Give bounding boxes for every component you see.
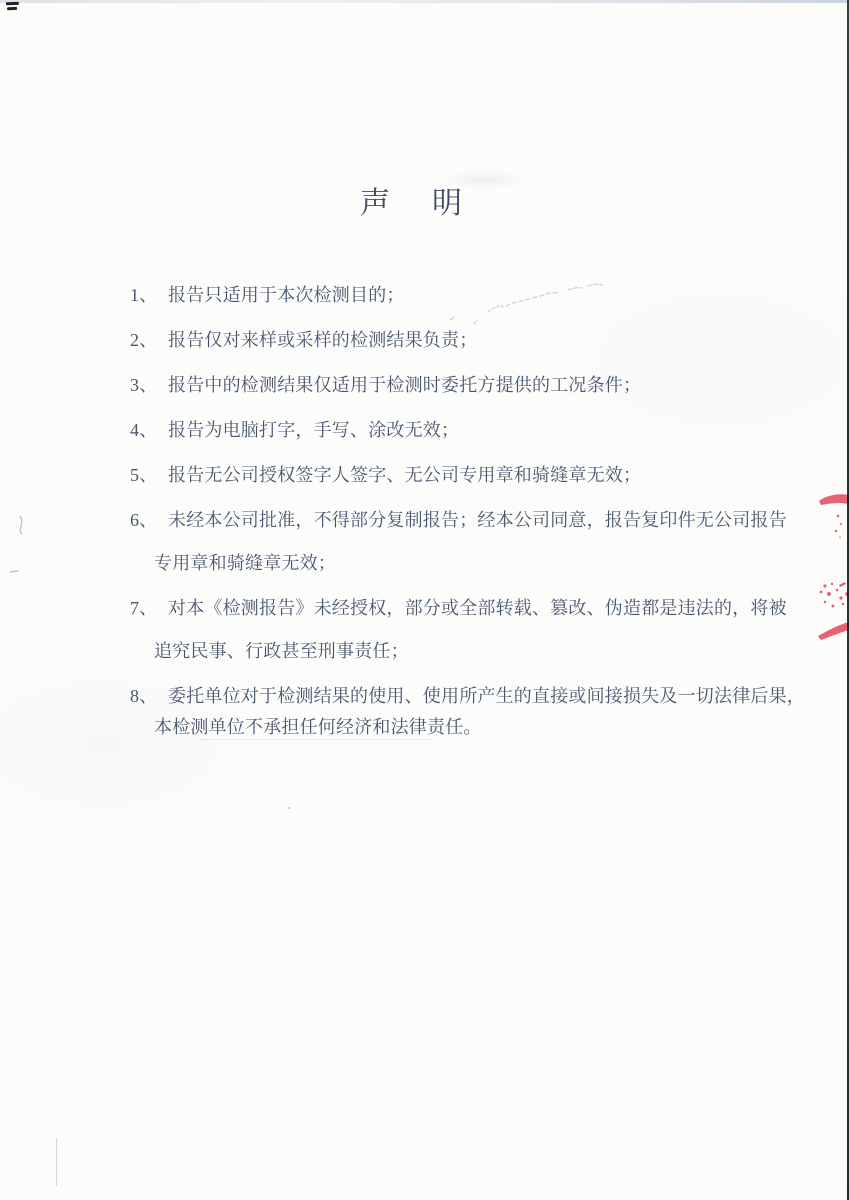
item-number: 3、 [130, 375, 158, 395]
item-line: 专用章和骑缝章无效； [154, 553, 336, 573]
left-edge-marks [6, 508, 36, 588]
corner-dash-mark [6, 2, 22, 13]
red-stamp-fragment [813, 486, 849, 646]
pencil-scribble-ghost [440, 272, 640, 332]
item-line: 本检测单位不承担任何经济和法律责任。 [154, 717, 482, 737]
item-number: 6、 [130, 510, 158, 530]
item-line: 追究民事、行政甚至刑事责任； [154, 641, 409, 661]
list-item [130, 461, 830, 490]
list-item [130, 371, 830, 400]
item-number: 7、 [130, 598, 158, 618]
statement-list [130, 281, 830, 758]
item-number: 1、 [130, 285, 158, 305]
item-number: 2、 [130, 330, 158, 350]
smudge-streak [200, 739, 432, 740]
item-line: 未经本公司批准，不得部分复制报告；经本公司同意，报告复印件无公司报告 [168, 510, 787, 530]
item-line: 委托单位对于检测结果的使用、使用所产生的直接或间接损失及一切法律后果， [168, 686, 805, 706]
item-line: 报告只适用于本次检测目的； [168, 285, 405, 305]
list-item [130, 416, 830, 445]
item-line: 报告为电脑打字，手写、涂改无效； [168, 420, 460, 440]
scan-edge-noise [0, 0, 849, 3]
item-number: 4、 [130, 420, 158, 440]
list-item [130, 506, 830, 578]
item-line: 报告无公司授权签字人签字、无公司专用章和骑缝章无效； [168, 465, 642, 485]
speck-dot [288, 807, 290, 809]
item-line: 报告中的检测结果仅适用于检测时委托方提供的工况条件； [168, 375, 642, 395]
scratch-line [56, 1138, 57, 1186]
list-item [130, 682, 830, 742]
item-line: 报告仅对来样或采样的检测结果负责； [168, 330, 478, 350]
item-line: 对本《检测报告》未经授权，部分或全部转载、篡改、伪造都是违法的，将被 [168, 598, 787, 618]
item-number: 8、 [130, 686, 158, 706]
page-title: 声 明 [360, 187, 468, 220]
item-number: 5、 [130, 465, 158, 485]
list-item [130, 594, 830, 666]
